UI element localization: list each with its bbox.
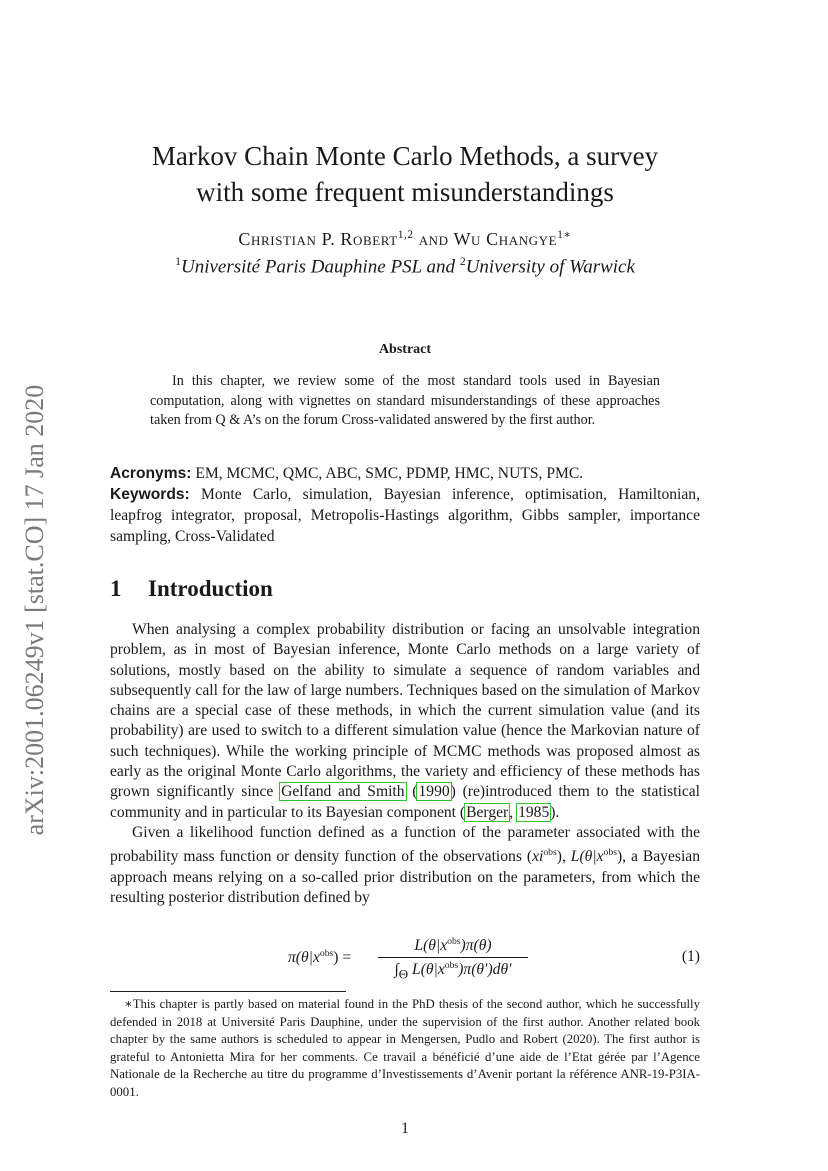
acronyms-text: EM, MCMC, QMC, ABC, SMC, PDMP, HMC, NUTS, PMC. (191, 465, 584, 482)
fraction-bar (378, 957, 528, 958)
lhs-b: ) = (333, 949, 352, 967)
keywords-text: Monte Carlo, simulation, Bayesian inference, optimisation, Hamiltonian, leapfrog integrator, proposal, Metropolis-Hastings algorithm, Gibbs sampler, importance sampling, Cross-Validated (110, 486, 700, 545)
paragraph-1 (110, 620, 700, 823)
den-a: L(θ|x (408, 961, 445, 979)
para1-sep: , (509, 803, 518, 821)
lhs-a: π(θ|x (288, 949, 320, 967)
theta-given-x: (θ|x (579, 848, 604, 866)
para2-text-c: ), a Bayesian approach means relying on a so-called prior distribution on the parameters, from which the resulting posterior distribution defined by (110, 848, 700, 907)
num-a: L(θ|x (414, 937, 448, 955)
affil-2-marker: 2 (459, 255, 466, 268)
para2-text: Given a likelihood function defined as a function of the parameter associated with the probability mass function or density function of the observations ( (110, 823, 700, 866)
author-robert: Christian P. Robert (238, 229, 398, 249)
author-and: and (413, 229, 454, 249)
para1-text: When analysing a complex probability distribution or facing an unsolvable integration problem, as in most of Bayesian inference, Monte Carlo methods on a large variety of solutions, mostly based on the ability to simulate a sequence of random variables and subsequently call for the law of large numbers. Techniques based on the simulation of Markov chains are a special case of these methods, in which the current simulation value (and its probability) are used to switch to a different simulation value (hence the Markovian nature of such techniques). While the working principle of MCMC methods was proposed almost as early as the original Monte Carlo algorithms, the variety and efficiency of these methods has grown significantly since (110, 621, 700, 801)
affiliations (110, 255, 700, 278)
paragraph-2 (110, 823, 700, 908)
obs-sup: obs (543, 847, 557, 859)
para1-paren: ( (405, 783, 418, 801)
keywords-label: Keywords: (110, 486, 190, 503)
abstract-heading: Abstract (378, 342, 432, 357)
integral-sign: ∫ (394, 961, 399, 979)
integral-domain: Θ (398, 966, 409, 982)
affil-2: University of Warwick (465, 256, 635, 278)
author-changye: Wu Changye (453, 229, 558, 249)
affil-1: Université Paris Dauphine PSL and (180, 256, 460, 278)
equation-lhs (288, 948, 351, 967)
author-list (110, 228, 700, 250)
equation-fraction (378, 936, 528, 982)
acronyms-line (110, 464, 700, 485)
lhs-sup: obs (319, 948, 334, 959)
equation-number: (1) (681, 948, 700, 965)
num-b: )π(θ) (460, 937, 492, 955)
page-number: 1 (401, 1120, 409, 1137)
abstract-text: In this chapter, we review some of the most standard tools used in Bayesian computation, along with vignettes on standard misunderstandings of these approaches taken from Q & A’s on the forum Cross-validated answered by the first author. (150, 373, 660, 429)
equation-1 (110, 936, 700, 980)
section-title: Introduction (148, 576, 273, 601)
para1-text-b: ) (re)introduced them to the statistical community and in particular to its Bayesian component ( (110, 783, 700, 821)
citation-berger-name[interactable]: Berger (466, 803, 509, 821)
author-changye-affil: 1∗ (557, 229, 572, 241)
keywords-block (110, 485, 700, 547)
paper-title (110, 138, 700, 210)
citation-gelfand-smith-name[interactable]: Gelfand and Smith (281, 783, 405, 801)
section-number: 1 (110, 576, 122, 601)
footnote: ∗This chapter is partly based on material found in the PhD thesis of the second author, which he successfully defended in 2018 at Université Paris Dauphine, under the supervision of the first author. Another related book chapter by the same authors is scheduled to appear in Mengersen, Pudlo and Robert (2020). The first author is grateful to Antonietta Mira for her comments. Ce travail a bénéficié d’une aide de l’Etat gérée par l’Agence Nationale de la Recherche au titre du programme d’Investissements d’Avenir portant la référence ANR-19-P3IA-0001. (110, 997, 700, 1099)
citation-berger-year[interactable]: 1985 (518, 803, 550, 821)
arxiv-sidebar-stamp: arXiv:2001.06249v1 [stat.CO] 17 Jan 2020 (20, 384, 49, 836)
introduction-body (110, 620, 700, 908)
likelihood-symbol: L (570, 848, 580, 866)
den-b: )π(θ′)dθ′ (458, 961, 512, 979)
section-heading-introduction (110, 576, 273, 602)
citation-gelfand-smith-year[interactable]: 1990 (418, 783, 450, 801)
footnote-rule (110, 991, 346, 992)
affil-1-marker: 1 (175, 255, 181, 268)
title-line-2: with some frequent misunderstandings (196, 177, 614, 207)
acronyms-label: Acronyms: (110, 465, 192, 482)
para1-text-c: ). (550, 803, 560, 821)
num-sup: obs (447, 936, 461, 947)
den-sup: obs (444, 960, 459, 971)
title-line-1: Markov Chain Monte Carlo Methods, a survey (151, 141, 659, 171)
equation-numerator (378, 936, 528, 956)
para2-text-b: ), (556, 848, 571, 866)
xi-symbol: xi (532, 848, 544, 866)
author-robert-affil: 1,2 (397, 229, 414, 241)
obs-sup-2: obs (603, 847, 617, 859)
equation-denominator (378, 960, 528, 982)
